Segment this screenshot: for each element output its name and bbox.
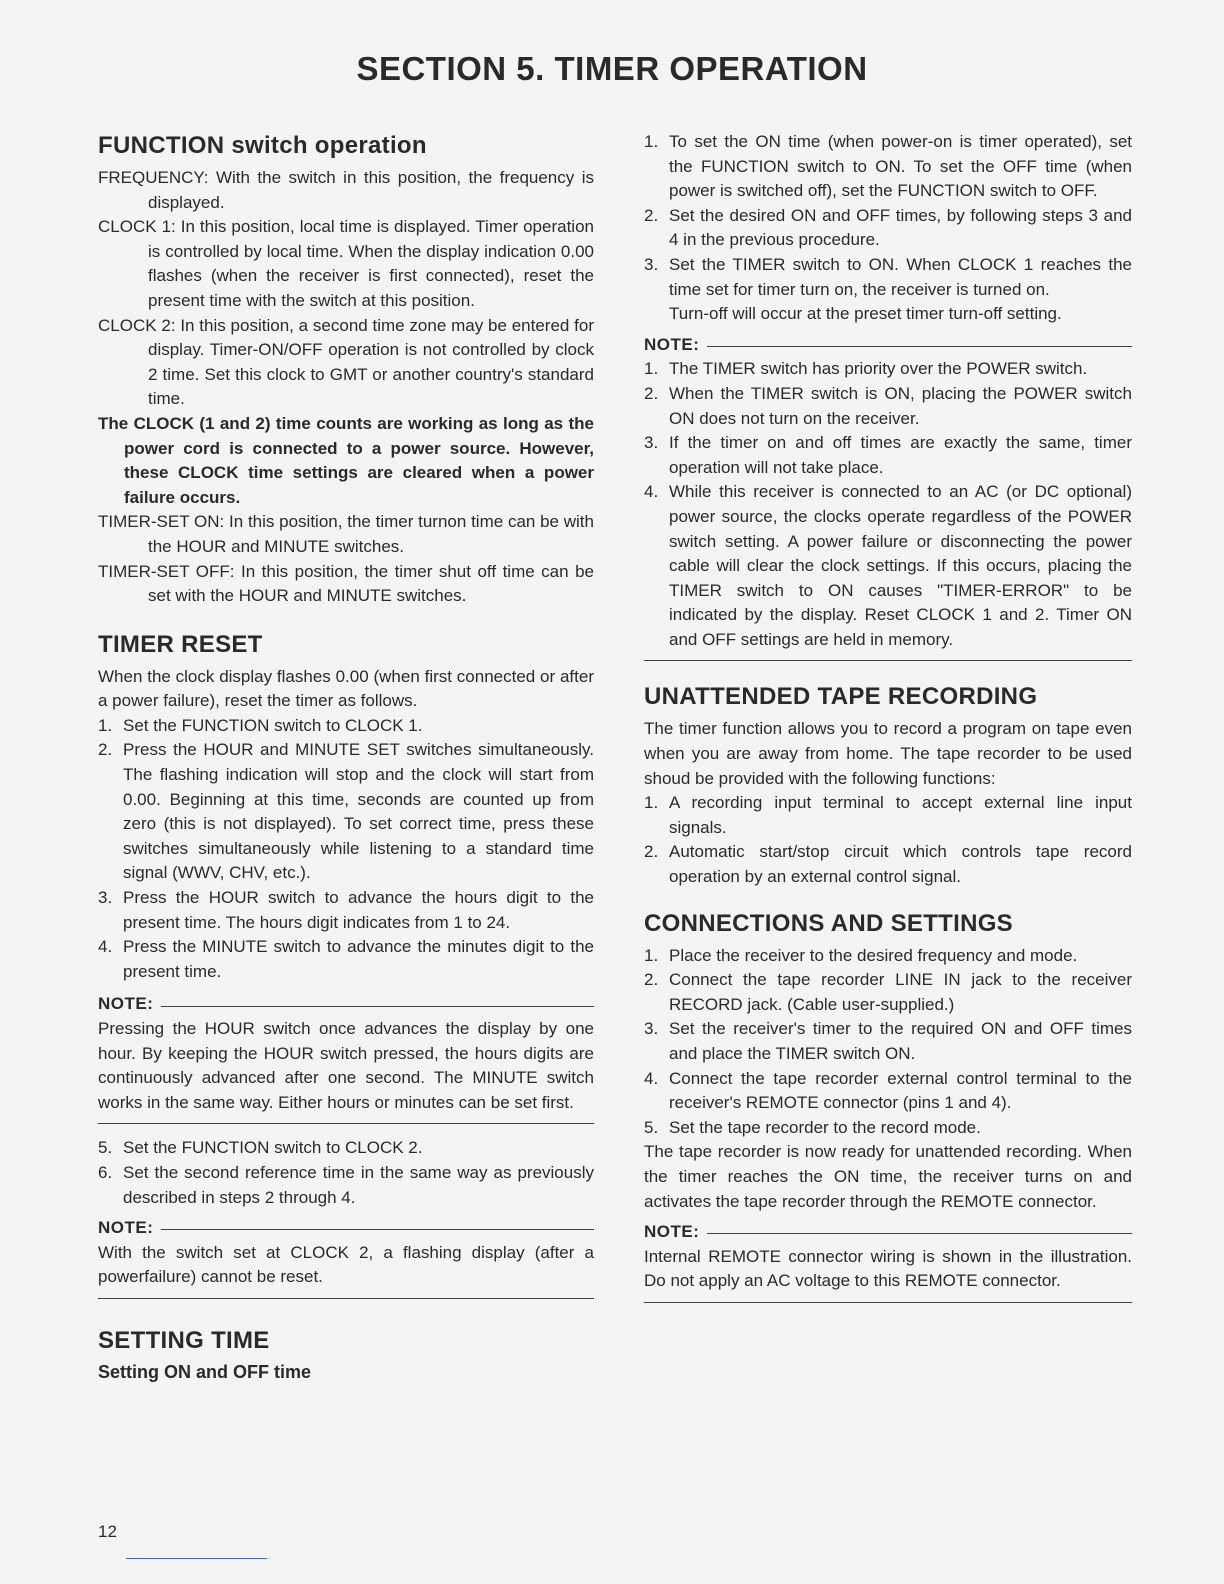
list-item: 6. Set the second reference time in the same way as previously described in steps 2 through 4. xyxy=(98,1162,594,1207)
list-item: 3. If the timer on and off times are exactly the same, timer operation will not take place. xyxy=(644,433,1132,477)
remote-note: Internal REMOTE connector wiring is shown in the illustration. Do not apply an AC voltage to this REMOTE connector. xyxy=(644,1246,1132,1291)
left-column xyxy=(98,130,594,1385)
list-item: 1. Set the FUNCTION switch to CLOCK 1. xyxy=(98,715,423,735)
timer-reset-steps xyxy=(98,714,594,985)
divider xyxy=(644,1302,1132,1303)
list-item: 1. The TIMER switch has priority over the POWER switch. xyxy=(644,359,1088,379)
note-rule xyxy=(161,1006,594,1007)
clock-2-note: With the switch set at CLOCK 2, a flashing display (after a powerfailure) cannot be reset. xyxy=(98,1242,594,1287)
divider xyxy=(98,1298,594,1299)
connections-after: The tape recorder is now ready for unattended recording. When the timer reaches the ON time, the receiver turns on and activates the tape recorder through the REMOTE connector. xyxy=(644,1142,1132,1211)
unattended-intro: The timer function allows you to record a program on tape even when you are away from home. The tape recorder to be used shoud be provided with the following functions: xyxy=(644,719,1132,788)
list-item: 2. Connect the tape recorder LINE IN jack to the receiver RECORD jack. (Cable user-supplied.) xyxy=(644,970,1132,1014)
setting-time-steps xyxy=(644,130,1132,327)
connections-heading: CONNECTIONS AND SETTINGS xyxy=(644,909,1013,937)
list-item: 2. Set the desired ON and OFF times, by following steps 3 and 4 in the previous procedure. xyxy=(644,205,1132,250)
list-item: 1. A recording input terminal to accept external line input signals. xyxy=(644,793,1132,837)
note-rule xyxy=(707,346,1132,347)
definition-timer-set-off: TIMER-SET OFF: In this position, the timer shut off time can be set with the HOUR and MINUTE switches. xyxy=(98,561,594,606)
list-item: 3. Press the HOUR switch to advance the hours digit to the present time. The hours digit indicates from 1 to 24. xyxy=(98,888,594,932)
note-rule xyxy=(161,1229,594,1230)
timer-reset-heading: TIMER RESET xyxy=(98,630,263,658)
list-item: 2. Press the HOUR and MINUTE SET switches simultaneously. The flashing indication will stop and the clock will start from 0.00. Beginning at this time, seconds are counted up from zero (this is not displayed). To set correct time, press these switches simultaneously while listening to a standard time signal (WWV, CHV, etc.). xyxy=(98,740,594,883)
function-switch-heading: FUNCTION switch operation xyxy=(98,132,427,159)
list-item: 4. Press the MINUTE switch to advance the minutes digit to the present time. xyxy=(98,937,594,981)
setting-on-off-subheading: Setting ON and OFF time xyxy=(98,1361,312,1382)
divider xyxy=(644,660,1132,661)
list-item: 5. Set the FUNCTION switch to CLOCK 2. xyxy=(98,1138,423,1158)
list-item: 3. Set the receiver's timer to the required ON and OFF times and place the TIMER switch ON. xyxy=(644,1019,1132,1063)
page-number: 12 xyxy=(98,1522,117,1541)
list-item: 5. Set the tape recorder to the record mode. xyxy=(644,1117,981,1137)
list-item: 4. Connect the tape recorder external control terminal to the receiver's REMOTE connector (pins 1 and 4). xyxy=(644,1068,1132,1113)
definition-frequency: FREQUENCY: With the switch in this position, the frequency is displayed. xyxy=(98,168,594,212)
list-item: 2. Automatic start/stop circuit which controls tape record operation by an external control signal. xyxy=(644,842,1132,887)
unattended-heading: UNATTENDED TAPE RECORDING xyxy=(644,683,1038,711)
list-item: 1. Place the receiver to the desired frequency and mode. xyxy=(644,945,1078,965)
page-link-underline xyxy=(126,1558,267,1559)
right-column xyxy=(644,130,1132,1303)
timer-reset-intro: When the clock display flashes 0.00 (when first connected or after a power failure), reset the timer as follows. xyxy=(98,666,594,711)
list-item: 4. While this receiver is connected to an AC (or DC optional) power source, the clocks operate regardless of the POWER switch setting. A power failure or disconnecting the power cable will clear the clock settings. If this occurs, placing the TIMER switch to ON causes "TIMER-ERROR" to be indicated by the display. Reset CLOCK 1 and 2. Timer ON and OFF settings are held in memory. xyxy=(644,482,1132,649)
note-header: NOTE: xyxy=(644,333,1132,358)
list-item: 3. Set the TIMER switch to ON. When CLOCK 1 reaches the time set for timer turn on, the receiver is turned on. Turn-off will occur at the preset timer turn-off setting. xyxy=(644,254,1132,324)
unattended-requirements xyxy=(644,791,1132,889)
definition-clock-1: CLOCK 1: In this position, local time is displayed. Timer operation is controlled by local time. When the display indication 0.00 flashes (when the receiver is first connected), reset the present time with the switch at this position. xyxy=(98,217,594,310)
setting-time-heading: SETTING TIME xyxy=(98,1326,270,1354)
connections-steps xyxy=(644,944,1132,1141)
definition-clock-2: CLOCK 2: In this position, a second time zone may be entered for display. Timer-ON/OFF operation is not controlled by clock 2 time. Set this clock to GMT or another country's standard time. xyxy=(98,315,594,409)
note-header: NOTE: xyxy=(98,992,594,1017)
note-rule xyxy=(707,1233,1132,1234)
turn-off-text: Turn-off will occur at the preset timer turn-off setting. xyxy=(669,304,1062,324)
section-title: SECTION 5. TIMER OPERATION xyxy=(356,50,868,87)
definition-timer-set-on: TIMER-SET ON: In this position, the timer turnon time can be with the HOUR and MINUTE switches. xyxy=(98,512,594,556)
clock-power-note: The CLOCK (1 and 2) time counts are working as long as the power cord is connected to a power source. However, these CLOCK time settings are cleared when a power failure occurs. xyxy=(98,413,594,507)
list-item: 1. To set the ON time (when power-on is timer operated), set the FUNCTION switch to ON. To set the OFF time (when power is switched off), set the FUNCTION switch to OFF. xyxy=(644,132,1132,201)
divider xyxy=(98,1123,594,1124)
note-header: NOTE: xyxy=(98,1216,594,1241)
timer-reset-note: Pressing the HOUR switch once advances the display by one hour. By keeping the HOUR switch pressed, the hours digits are continuously advanced after one second. The MINUTE switch works in the same way. Either hours or minutes can be set first. xyxy=(98,1019,594,1112)
note-header: NOTE: xyxy=(644,1220,1132,1245)
list-item: 2. When the TIMER switch is ON, placing the POWER switch ON does not turn on the receiver. xyxy=(644,383,1132,428)
timer-notes xyxy=(644,357,1132,652)
timer-reset-steps-continued xyxy=(98,1136,594,1210)
